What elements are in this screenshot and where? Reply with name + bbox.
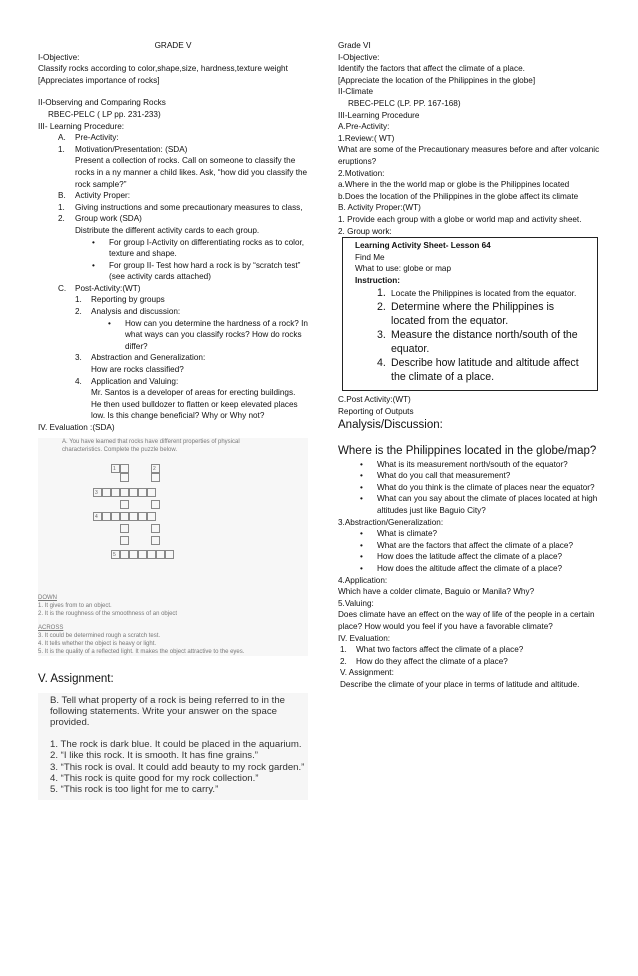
across-clue: 4. It tells whether the object is heavy or light. (38, 640, 157, 647)
abstraction-bullet: • How does the latitude affect the climate of a place? (360, 552, 563, 562)
group-work-item: 2. Group work: (338, 226, 392, 236)
evaluation-item: 1. What two factors affect the climate of a place? (340, 645, 524, 655)
valuing-heading: 5.Valuing: (338, 598, 374, 608)
crossword-cell (120, 536, 129, 545)
crossword-cell (147, 488, 156, 497)
activity-instruction: 4. Describe how latitude and altitude affect the climate of a place. (377, 357, 579, 384)
post-activity-heading: C.Post Activity:(WT) (338, 395, 411, 405)
down-heading: DOWN (38, 594, 57, 601)
reporting-item: 1. Reporting by groups (75, 295, 165, 305)
activity-sheet-instruction-label: Instruction: (355, 275, 401, 285)
procedure-heading: III-Learning Procedure (338, 110, 420, 120)
crossword-cell (120, 524, 129, 533)
grade-v-title: GRADE V (154, 41, 192, 50)
provide-globe-item: 1. Provide each group with a globe or world map and activity sheet. (338, 214, 582, 224)
pre-activity-heading: A. Pre-Activity: (58, 133, 119, 143)
appreciation-text: [Appreciates importance of rocks] (38, 75, 160, 85)
analysis-heading: Analysis/Discussion: (338, 418, 443, 431)
crossword-cell (156, 550, 165, 559)
assignment-item: 5. “This rock is too light for me to carry.” (50, 784, 219, 796)
review-text: What are some of the Precautionary measures before and after volcanic eruptions? (338, 145, 600, 166)
puzzle-instructions: A. You have learned that rocks have different properties of physical characteristics. Complete the puzzle below. (62, 438, 240, 453)
analysis-bullet: • How can you determine the hardness of a rock? In what ways can you classify rocks? How do rocks differ? (108, 318, 308, 351)
across-heading: ACROSS (38, 624, 64, 631)
crossword-cell (151, 473, 160, 482)
crossword-cell (120, 464, 129, 473)
activity-proper-heading: B. Activity Proper:(WT) (338, 203, 421, 213)
crossword-cell (151, 536, 160, 545)
crossword-cell (120, 473, 129, 482)
across-clue: 5. It is the quality of a reflected light. It makes the object attractive to the eyes. (38, 648, 245, 655)
activity-sheet-materials: What to use: globe or map (355, 264, 452, 274)
down-clue: 1. It gives from to an object. (38, 602, 112, 609)
crossword-cell (138, 512, 147, 521)
assignment-item: 4. “This rock is quite good for my rock collection.” (50, 773, 259, 785)
instructions-item: 1. Giving instructions and some precautionary measures to class, (58, 202, 303, 212)
assignment-instructions: B. Tell what property of a rock is being referred to in the following statements. Write your answer on the space provided. (50, 694, 285, 729)
objective-heading: I-Objective: (38, 52, 80, 62)
assignment-item: 3. “This rock is oval. It could add beauty to my rock garden.” (50, 761, 305, 773)
assignment-figure (38, 693, 308, 800)
analysis-bullet: • What is its measurement north/south of the equator? (360, 459, 568, 469)
down-clue: 2. It is the roughness of the smoothness of an object (38, 610, 178, 617)
crossword-cell: 3 (93, 488, 102, 497)
assignment-heading: V. Assignment: (340, 668, 394, 678)
crossword-cell (129, 512, 138, 521)
group-work-item: 2. Group work (SDA) (58, 214, 142, 224)
evaluation-item: 2. How do they affect the climate of a place? (340, 656, 508, 666)
crossword-cell (147, 550, 156, 559)
location-question: Where is the Philippines located in the globe/map? (338, 444, 597, 457)
application-text: Mr. Santos is a developer of areas for erecting buildings. He then used bulldozer to flatten or keep elevated places low. Is this change beneficial? Why or Why not? (91, 388, 298, 421)
group-two-bullet: • For group II- Test how hard a rock is by “scratch test” (see activity cards attached) (92, 260, 301, 282)
appreciation-text: [Appreciate the location of the Philippines in the globe] (338, 75, 536, 85)
crossword-cell (165, 550, 174, 559)
abstraction-item: 3. Abstraction and Generalization: (75, 353, 206, 363)
grade-vi-title: Grade VI (338, 41, 371, 50)
crossword-cell: 2 (151, 464, 160, 473)
crossword-cell (120, 488, 129, 497)
application-item: 4. Application and Valuing: (75, 376, 179, 386)
crossword-cell (147, 512, 156, 521)
motivation-text: Present a collection of rocks. Call on someone to classify the rocks in a ny manner a child likes. Ask, “how did you classify the rock sample?” (75, 156, 308, 189)
motivation-question-a: a.Where in the the world map or globe is the Philippines located (338, 180, 570, 190)
abstraction-bullet: • How does the altitude affect the climate of a place? (360, 564, 563, 573)
crossword-cell (120, 500, 129, 509)
crossword-cell (129, 550, 138, 559)
activity-sheet-name: Find Me (355, 252, 385, 262)
crossword-cell (138, 488, 147, 497)
motivation-question-b: b.Does the location of the Philippines in the globe affect its climate (338, 191, 579, 201)
reference-text: RBEC-PELC (LP. PP. 167-168) (348, 98, 461, 108)
analysis-bullet: • What can you say about the climate of places located at high altitudes just like Baguio City? (360, 494, 598, 516)
application-heading: 4.Application: (338, 575, 388, 585)
analysis-bullet: • What do you call that measurement? (360, 471, 511, 481)
motivation-item: 2.Motivation: (338, 168, 385, 178)
reporting-text: Reporting of Outputs (338, 407, 414, 417)
crossword-cell (102, 512, 111, 521)
abstraction-bullet: • What are the factors that affect the climate of a place? (360, 540, 574, 550)
post-activity-heading: C. Post-Activity:(WT) (58, 283, 141, 293)
objective-text: Classify rocks according to color,shape,size, hardness,texture weight (38, 64, 288, 74)
pre-activity-heading: A.Pre-Activity: (338, 122, 390, 132)
evaluation-heading: IV. Evaluation :(SDA) (38, 423, 115, 432)
motivation-item: 1. Motivation/Presentation: (SDA) (58, 144, 188, 154)
activity-sheet-title: Learning Activity Sheet- Lesson 64 (355, 241, 491, 251)
analysis-bullet: • What do you think is the climate of places near the equator? (360, 482, 595, 492)
analysis-item: 2. Analysis and discussion: (75, 307, 181, 317)
crossword-cell: 5 (111, 550, 120, 559)
grade-vi-column (338, 40, 600, 691)
across-clue: 3. It could be determined rough a scratch test. (38, 632, 161, 639)
abstraction-text: How are rocks classified? (91, 365, 184, 375)
crossword-cell (102, 488, 111, 497)
crossword-cell (138, 550, 147, 559)
valuing-text: Does climate have an effect on the way of life of the people in a certain place? How would you feel if you have a favorable climate? (338, 610, 595, 631)
procedure-heading: III- Learning Procedure: (38, 121, 125, 131)
abstraction-heading: 3.Abstraction/Generalization: (338, 517, 444, 527)
activity-sheet-box (342, 237, 598, 391)
crossword-cell (129, 488, 138, 497)
subject-heading: II-Climate (338, 87, 374, 97)
assignment-item: 1. The rock is dark blue. It could be placed in the aquarium. (50, 738, 302, 750)
subject-heading: II-Observing and Comparing Rocks (38, 98, 166, 108)
group-work-text: Distribute the different activity cards to each group. (75, 225, 260, 235)
crossword-cell (111, 512, 120, 521)
crossword-cell: 1 (111, 464, 120, 473)
crossword-cell (120, 512, 129, 521)
reference-text: RBEC-PELC ( LP pp. 231-233) (48, 109, 161, 119)
activity-proper-heading: B. Activity Proper: (58, 191, 131, 201)
grade-v-column (38, 40, 308, 800)
crossword-cell: 4 (93, 512, 102, 521)
objective-text: Identify the factors that affect the climate of a place. (338, 64, 525, 74)
assignment-item: 2. “I like this rock. It is smooth. It has fine grains.” (50, 750, 258, 762)
review-item: 1.Review:( WT) (338, 133, 395, 143)
crossword-figure (38, 438, 308, 656)
abstraction-bullet: • What is climate? (360, 529, 438, 539)
crossword-cell (151, 524, 160, 533)
activity-instruction: 1. Locate the Philippines is located from the equator. (377, 287, 577, 300)
application-text: Which have a colder climate, Baguio or Manila? Why? (338, 587, 535, 597)
activity-instruction: 3. Measure the distance north/south of the equator. (377, 329, 578, 356)
crossword-grid (38, 454, 308, 594)
activity-instruction: 2. Determine where the Philippines is located from the equator. (377, 301, 555, 328)
evaluation-heading: IV. Evaluation: (338, 633, 391, 643)
group-one-bullet: • For group I-Activity on differentiating rocks as to color, texture and shape. (92, 237, 305, 259)
objective-heading: I-Objective: (338, 52, 380, 62)
assignment-text: Describe the climate of your place in terms of latitude and altitude. (340, 679, 580, 689)
crossword-cell (151, 500, 160, 509)
crossword-cell (111, 488, 120, 497)
crossword-cell (120, 550, 129, 559)
assignment-heading: V. Assignment: (38, 672, 114, 685)
